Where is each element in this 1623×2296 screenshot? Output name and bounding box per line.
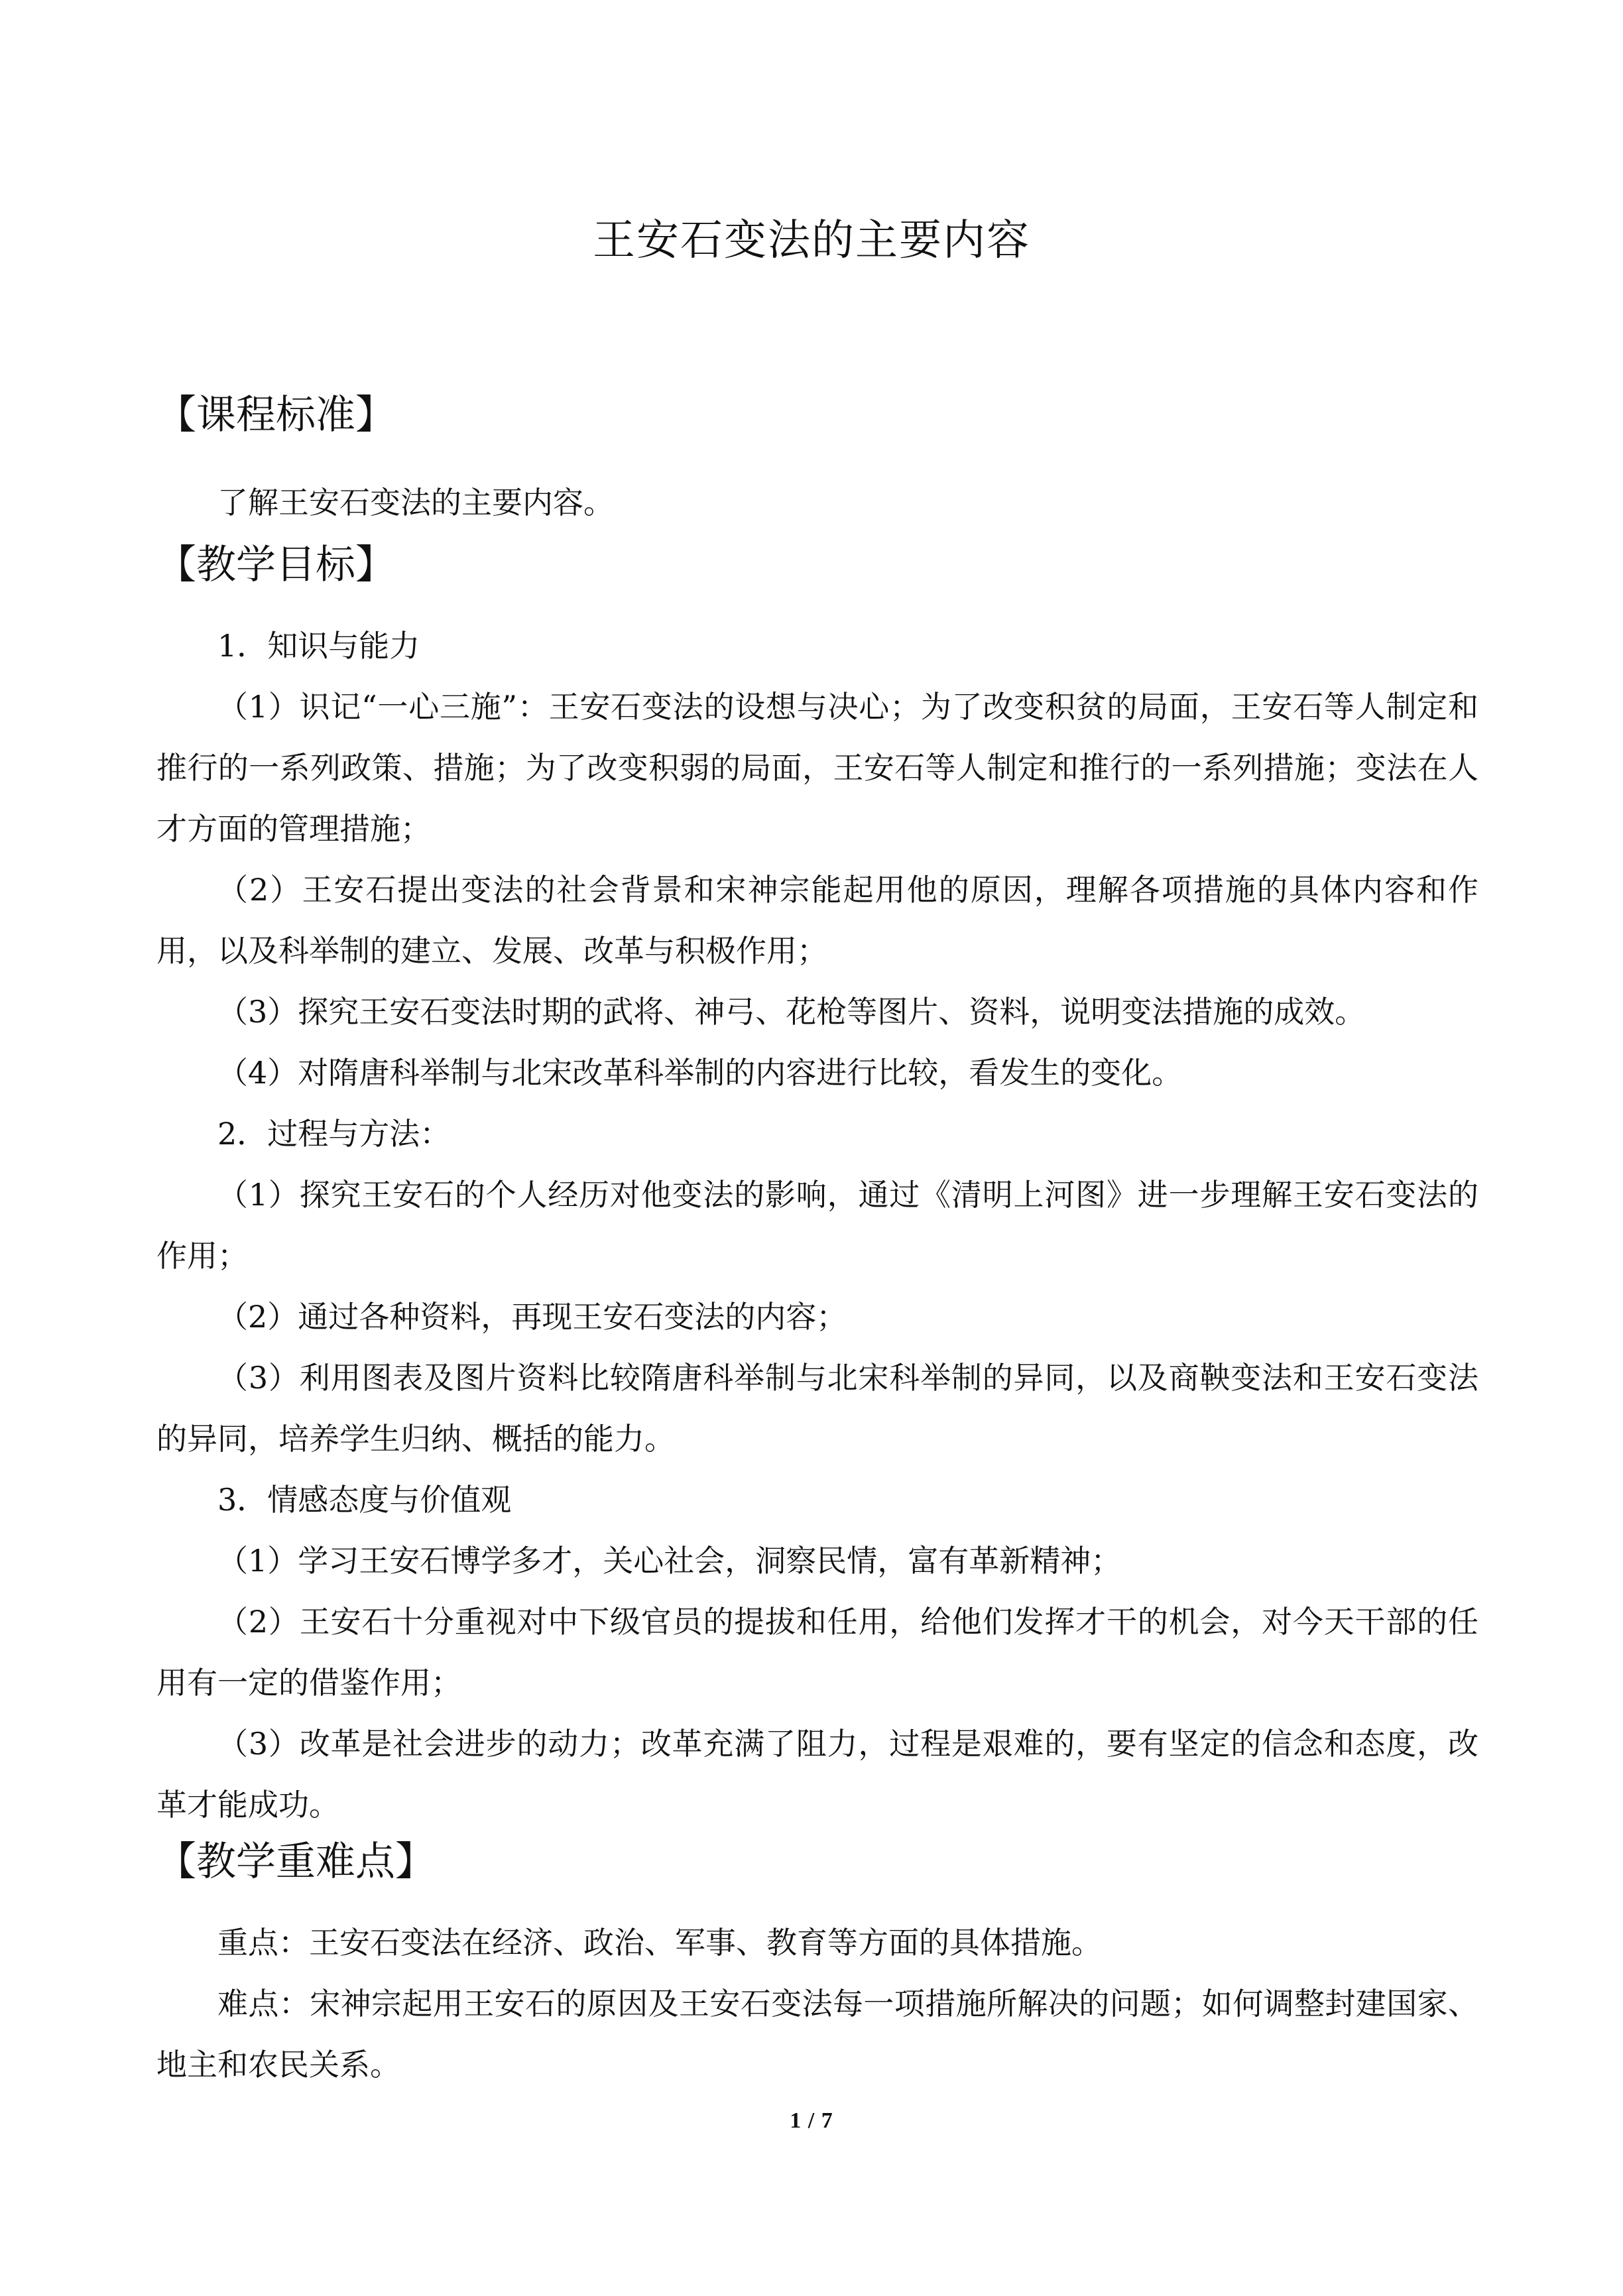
paragraph-objectives-7: （1）探究王安石的个人经历对他变法的影响，通过《清明上河图》进一步理解王安石变法的作用； — [156, 1177, 1478, 1274]
paragraph-objectives-11: （1）学习王安石博学多才，关心社会，洞察民情，富有革新精神； — [217, 1543, 1122, 1579]
paragraph-objectives-1: 1．知识与能力 — [217, 628, 420, 664]
section-heading-key-points: 【教学重难点】 — [156, 1839, 435, 1885]
paragraph-objectives-9: （3）利用图表及图片资料比较隋唐科举制与北宋科举制的异同，以及商鞅变法和王安石变法的异同，培养学生归纳、概括的能力。 — [156, 1360, 1478, 1457]
paragraph-objectives-12: （2）王安石十分重视对中下级官员的提拔和任用，给他们发挥才干的机会，对今天干部的任用有一定的借鉴作用； — [156, 1604, 1478, 1701]
section-heading-curriculum: 【课程标准】 — [156, 392, 395, 438]
paragraph-objectives-2: （1）识记“一心三施”：王安石变法的设想与决心；为了改变积贫的局面，王安石等人制定和推行的一系列政策、措施；为了改变积弱的局面，王安石等人制定和推行的一系列措施；变法在人才方面的管理措施； — [156, 689, 1478, 847]
paragraph-objectives-10: 3．情感态度与价值观 — [217, 1482, 512, 1518]
paragraph-objectives-8: （2）通过各种资料，再现王安石变法的内容； — [217, 1299, 847, 1335]
paragraph-objectives-4: （3）探究王安石变法时期的武将、神弓、花枪等图片、资料，说明变法措施的成效。 — [217, 994, 1366, 1030]
document-title: 王安石变法的主要内容 — [593, 216, 1030, 265]
paragraph-objectives-5: （4）对隋唐科举制与北宋改革科举制的内容进行比较，看发生的变化。 — [217, 1055, 1183, 1091]
paragraph-objectives-13: （3）改革是社会进步的动力；改革充满了阻力，过程是艰难的，要有坚定的信念和态度，改革才能成功。 — [156, 1726, 1478, 1823]
paragraph-key-points-2: 难点：宋神宗起用王安石的原因及王安石变法每一项措施所解决的问题；如何调整封建国家、地主和农民关系。 — [156, 1986, 1478, 2083]
paragraph-key-points-1: 重点：王安石变法在经济、政治、军事、教育等方面的具体措施。 — [217, 1925, 1102, 1961]
paragraph-curriculum-1: 了解王安石变法的主要内容。 — [217, 485, 614, 520]
page-number: 1 / 7 — [790, 2108, 833, 2133]
paragraph-objectives-6: 2．过程与方法： — [217, 1116, 451, 1152]
paragraph-objectives-3: （2）王安石提出变法的社会背景和宋神宗能起用他的原因，理解各项措施的具体内容和作用，以及科举制的建立、发展、改革与积极作用； — [156, 872, 1478, 969]
section-heading-objectives: 【教学目标】 — [156, 542, 395, 588]
